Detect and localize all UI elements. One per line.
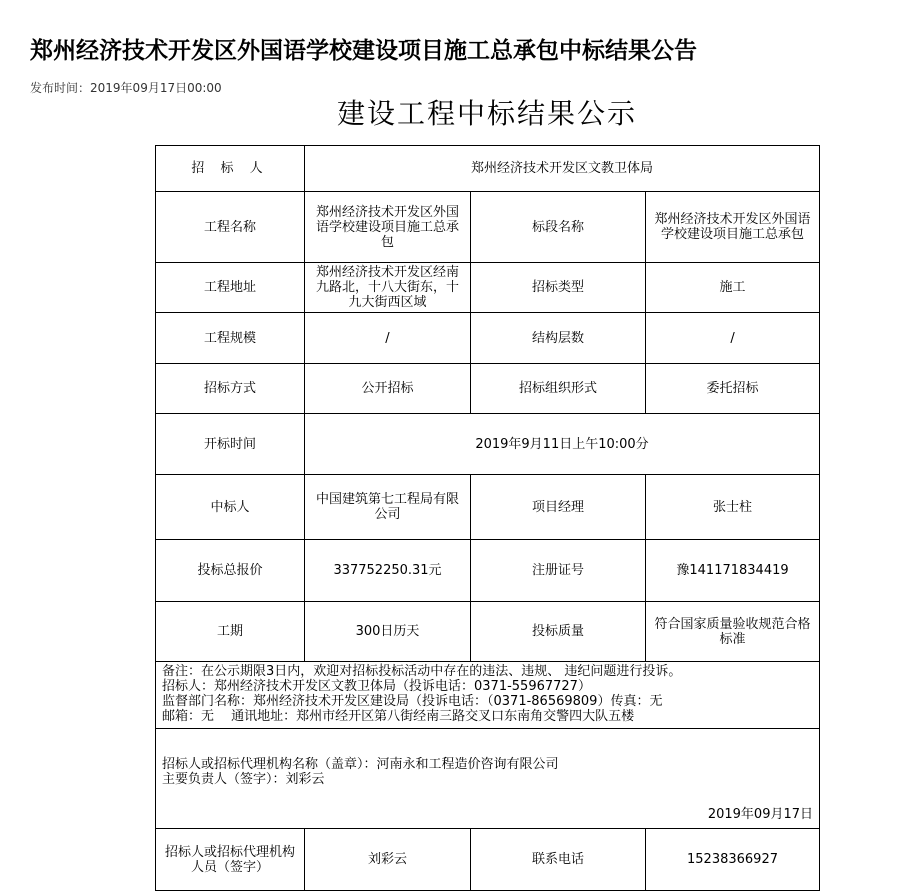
signature-cell	[156, 729, 820, 829]
publish-time: 2019年09月17日00:00	[90, 81, 222, 95]
table-row	[156, 602, 820, 662]
tender-org-form-label: 招标组织形式	[471, 364, 646, 414]
project-scale-value: /	[305, 313, 471, 364]
structure-floors-label: 结构层数	[471, 313, 646, 364]
page-title: 郑州经济技术开发区外国语学校建设项目施工总承包中标结果公告	[30, 38, 697, 64]
remark-line: 备注：在公示期限3日内，欢迎对招标投标活动中存在的违法、违规、 违纪问题进行投诉。	[162, 664, 682, 679]
bid-quality-value: 符合国家质量验收规范合格标准	[646, 602, 820, 662]
agency-line: 招标人或招标代理机构名称（盖章）：河南永和工程造价咨询有限公司	[162, 757, 559, 772]
project-manager-label: 项目经理	[471, 475, 646, 540]
duration-label: 工期	[156, 602, 305, 662]
tenderer-complaint-line: 招标人：郑州经济技术开发区文教卫体局（投诉电话：0371-55967727）	[162, 679, 591, 694]
project-name-label: 工程名称	[156, 192, 305, 263]
registration-no-value: 豫141171834419	[646, 540, 820, 602]
tender-method-value: 公开招标	[305, 364, 471, 414]
postal-line: 邮箱：无 通讯地址：郑州市经开区第八街经南三路交叉口东南角交警四大队五楼	[162, 709, 635, 724]
project-scale-label: 工程规模	[156, 313, 305, 364]
staff-label: 招标人或招标代理机构人员（签字）	[156, 829, 305, 891]
section-name-value: 郑州经济技术开发区外国语学校建设项目施工总承包	[646, 192, 820, 263]
responsible-line: 主要负责人（签字）：刘彩云	[162, 772, 325, 787]
tenderer-label: 招 标 人	[156, 146, 305, 192]
duration-value: 300日历天	[305, 602, 471, 662]
project-name-value: 郑州经济技术开发区外国语学校建设项目施工总承包	[305, 192, 471, 263]
table-row	[156, 364, 820, 414]
notes-cell	[156, 662, 820, 729]
section-name-label: 标段名称	[471, 192, 646, 263]
table-row	[156, 662, 820, 729]
result-table	[155, 145, 820, 891]
registration-no-label: 注册证号	[471, 540, 646, 602]
supervision-line: 监督部门名称：郑州经济技术开发区建设局（投诉电话：（0371-86569809）传真：无	[162, 694, 663, 709]
table-row	[156, 263, 820, 313]
signature-date: 2019年09月17日	[707, 807, 814, 822]
total-bid-label: 投标总报价	[156, 540, 305, 602]
table-row	[156, 146, 820, 192]
phone-label: 联系电话	[471, 829, 646, 891]
staff-value: 刘彩云	[305, 829, 471, 891]
tender-org-form-value: 委托招标	[646, 364, 820, 414]
table-row	[156, 829, 820, 891]
table-row	[156, 313, 820, 364]
table-row	[156, 414, 820, 475]
phone-value: 15238366927	[646, 829, 820, 891]
winner-label: 中标人	[156, 475, 305, 540]
table-row	[156, 192, 820, 263]
document-heading: 建设工程中标结果公示	[336, 97, 637, 130]
tenderer-value: 郑州经济技术开发区文教卫体局	[305, 146, 820, 192]
opening-time-value: 2019年9月11日上午10:00分	[305, 414, 820, 475]
tender-method-label: 招标方式	[156, 364, 305, 414]
tender-type-value: 施工	[646, 263, 820, 313]
table-row	[156, 729, 820, 829]
project-manager-value: 张士柱	[646, 475, 820, 540]
table-row	[156, 475, 820, 540]
project-address-value: 郑州经济技术开发区经南九路北，十八大街东，十九大街西区域	[305, 263, 471, 313]
winner-value: 中国建筑第七工程局有限公司	[305, 475, 471, 540]
opening-time-label: 开标时间	[156, 414, 305, 475]
publish-label: 发布时间：	[30, 81, 91, 95]
table-row	[156, 540, 820, 602]
structure-floors-value: /	[646, 313, 820, 364]
total-bid-value: 337752250.31元	[305, 540, 471, 602]
tender-type-label: 招标类型	[471, 263, 646, 313]
bid-quality-label: 投标质量	[471, 602, 646, 662]
project-address-label: 工程地址	[156, 263, 305, 313]
